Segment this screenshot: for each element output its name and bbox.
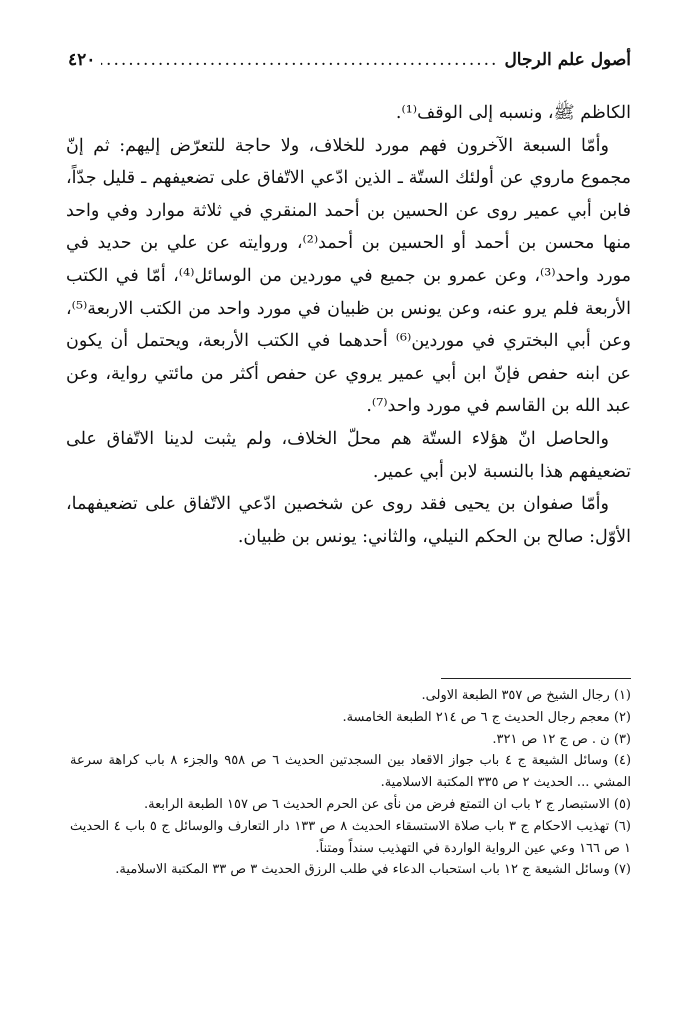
footnotes <box>70 685 631 881</box>
paragraph: والحاصل انّ هؤلاء الستّة هم محلّ الخلاف، ولم يثبت لدينا الاتّفاق على تضعيفهم هذا بالنسبة لابن أبي عمير. <box>66 428 631 482</box>
paragraph: الكاظم ﷺ، ونسبه إلى الوقف⁽¹⁾. <box>395 103 631 123</box>
running-header <box>68 50 631 80</box>
footnote: (٣) ن . ص ج ١٢ ص ٣٢١. <box>492 731 631 747</box>
main-text <box>66 97 631 553</box>
footnote-separator <box>441 678 631 679</box>
page-number: ٤٢٠ <box>68 50 96 70</box>
leader-dots <box>101 50 498 70</box>
paragraph: وأمّا السبعة الآخرون فهم مورد للخلاف، ولا حاجة للتعرّض إليهم: ثم إنّ مجموع ماروي عن أولئك الستّة ـ الذين ادّعي الاتّفاق على تضعيفهم ـ قليل جدّاً، فابن أبي عمير روى عن الحسين بن أحمد المنقري في ثلاثة موارد وفي واحد منها محسن بن أحمد أو الحسين بن أحمد⁽²⁾، وروايته عن علي بن حديد في مورد واحد⁽³⁾، وعن عمرو بن جميع في موردين من الوسائل⁽⁴⁾، أمّا في الكتب الأربعة فلم يرو عنه، وعن يونس بن ظبيان في مورد واحد من الكتب الاربعة⁽⁵⁾، وعن أبي البختري في موردين⁽⁶⁾ أحدهما في الكتب الأربعة، ويحتمل أن يكون عن ابنه حفص فإنّ ابن أبي عمير يروي عن حفص أكثر من مائتي رواية، وعن عبد الله بن القاسم في مورد واحد⁽⁷⁾. <box>66 135 632 417</box>
paragraph: وأمّا صفوان بن يحيى فقد روى عن شخصين ادّعي الاتّفاق على تضعيفهما، الأوّل: صالح بن الحكم النيلي، والثاني: يونس بن ظبيان. <box>66 494 631 547</box>
footnote: (٤) وسائل الشيعة ج ٤ باب جواز الاقعاد بين السجدتين الحديث ٦ ص ٩٥٨ والجزء ٨ باب كراهة سرعة المشي ... الحديث ٢ ص ٣٣٥ المكتبة الاسلامية. <box>70 753 632 791</box>
book-title: أصول علم الرجال <box>504 50 631 70</box>
footnote: (٧) وسائل الشيعة ج ١٢ باب استحباب الدعاء في طلب الرزق الحديث ٣ ص ٣٣ المكتبة الاسلامية. <box>115 862 631 878</box>
footnote: (٦) تهذيب الاحكام ج ٣ باب صلاة الاستسقاء الحديث ٨ ص ١٣٣ دار التعارف والوسائل ج ٥ باب ٤ الحديث ١ ص ١٦٦ وعي عين الرواية الواردة في التهذيب سنداً ومتناً. <box>70 818 631 856</box>
footnote: (٢) معجم رجال الحديث ج ٦ ص ٢١٤ الطبعة الخامسة. <box>342 709 631 725</box>
footnote: (١) رجال الشيخ ص ٣٥٧ الطبعة الاولى. <box>421 688 631 703</box>
footnote: (٥) الاستبصار ج ٢ باب ان التمتع فرض من نأى عن الحرم الحديث ٦ ص ١٥٧ الطبعة الرابعة. <box>143 796 631 812</box>
